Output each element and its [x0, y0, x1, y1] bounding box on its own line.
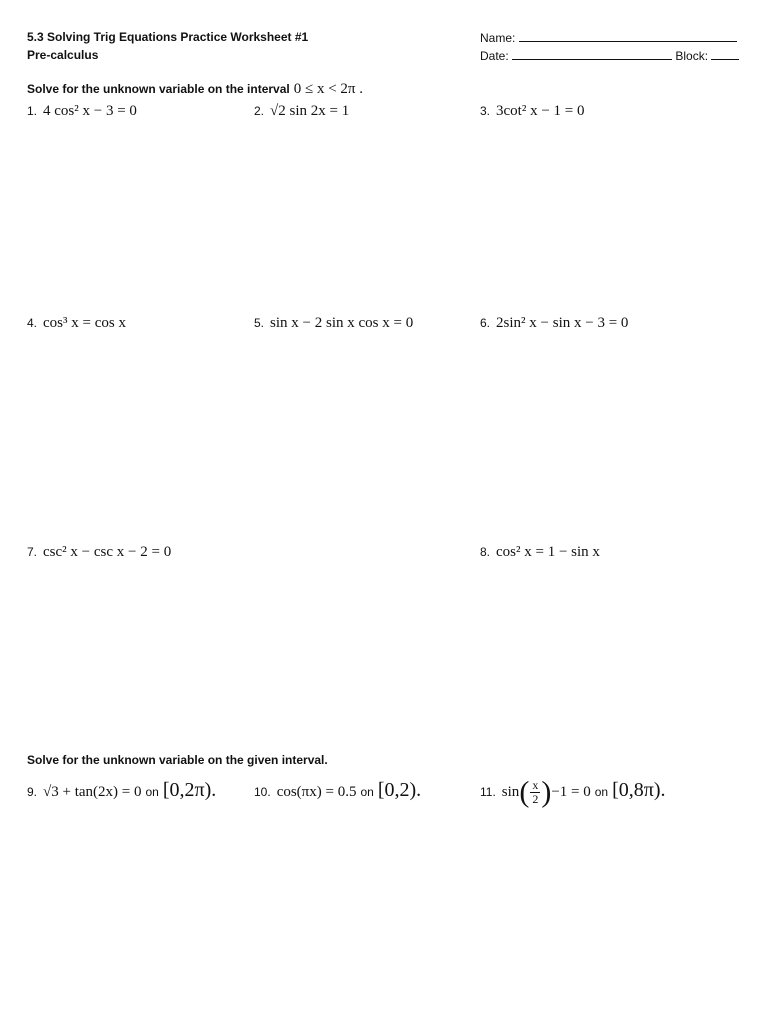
function-name: sin	[501, 784, 520, 800]
section1-instruction	[27, 80, 363, 98]
equation: 2sin² x − sin x − 3 = 0	[496, 315, 629, 331]
problem-number: 4.	[27, 316, 38, 330]
left-paren: (	[519, 775, 530, 809]
section2-instruction: Solve for the unknown variable on the given interval.	[27, 753, 328, 767]
problem-8	[480, 543, 600, 561]
block-blank	[711, 48, 739, 60]
interval-expression: [0,2π).	[162, 779, 217, 801]
problem-number: 5.	[254, 316, 265, 330]
name-blank	[519, 30, 737, 42]
name-field	[480, 30, 737, 45]
equation: √2 sin 2x = 1	[270, 103, 350, 119]
problem-10	[254, 778, 421, 804]
problem-number: 3.	[480, 104, 491, 118]
equation: 3cot² x − 1 = 0	[496, 103, 585, 119]
course-name: Pre-calculus	[27, 48, 99, 62]
equation: 4 cos² x − 3 = 0	[43, 103, 137, 119]
on-word: on	[594, 785, 609, 799]
problem-number: 10.	[254, 785, 271, 799]
problem-2	[254, 102, 349, 120]
fraction-denominator: 2	[532, 791, 539, 806]
on-word: on	[145, 785, 159, 799]
date-blank	[512, 48, 672, 60]
equation: cos² x = 1 − sin x	[496, 544, 600, 560]
problem-11	[480, 770, 666, 812]
problem-number: 7.	[27, 545, 38, 559]
problem-number: 1.	[27, 104, 38, 118]
block-label: Block:	[675, 49, 709, 63]
on-word: on	[360, 785, 374, 799]
problem-number: 11.	[480, 785, 496, 799]
interval-expression: [0,2).	[377, 779, 422, 801]
problem-number: 8.	[480, 545, 491, 559]
equation: cos³ x = cos x	[43, 315, 126, 331]
fraction	[530, 779, 540, 806]
interval-expression: [0,8π).	[612, 779, 666, 801]
right-paren: )	[541, 775, 552, 809]
equation-rest: −1 = 0	[551, 784, 591, 800]
interval-expression: 0 ≤ x < 2π .	[293, 81, 363, 97]
equation: sin x − 2 sin x cos x = 0	[270, 315, 414, 331]
problem-number: 6.	[480, 316, 491, 330]
problem-3	[480, 102, 585, 120]
instruction-text: Solve for the unknown variable on the interval	[27, 82, 290, 96]
name-label: Name:	[480, 31, 516, 45]
equation: csc² x − csc x − 2 = 0	[43, 544, 172, 560]
worksheet-title: 5.3 Solving Trig Equations Practice Worksheet #1	[27, 30, 309, 44]
equation: √3 + tan(2x) = 0	[43, 784, 142, 800]
problem-number: 2.	[254, 104, 265, 118]
fraction-numerator: x	[532, 777, 539, 792]
problem-1	[27, 102, 137, 120]
date-block-field	[480, 48, 739, 63]
problem-number: 9.	[27, 785, 38, 799]
equation: cos(πx) = 0.5	[276, 784, 357, 800]
problem-6	[480, 314, 628, 332]
date-label: Date:	[480, 49, 509, 63]
problem-4	[27, 314, 126, 332]
problem-9	[27, 778, 216, 804]
problem-7	[27, 543, 171, 561]
problem-5	[254, 314, 413, 332]
